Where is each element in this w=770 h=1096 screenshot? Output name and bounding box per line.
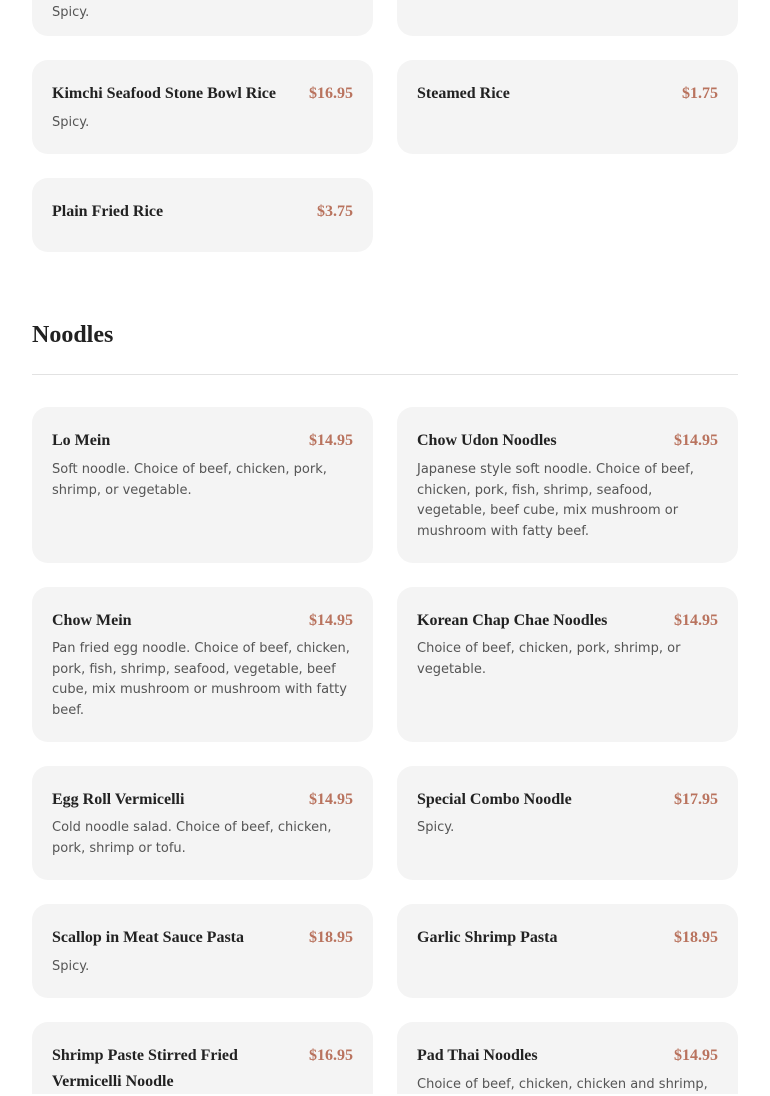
- menu-item-card[interactable]: [397, 766, 738, 880]
- item-name: Lo Mein: [52, 432, 111, 449]
- menu-item-card[interactable]: [32, 1022, 373, 1094]
- item-description: Cold noodle salad. Choice of beef, chicken, pork, shrimp or tofu.: [52, 820, 332, 856]
- item-description: Soft noodle. Choice of beef, chicken, pork, shrimp, or vegetable.: [52, 462, 327, 498]
- item-description: Pan fried egg noodle. Choice of beef, chicken, pork, fish, shrimp, seafood, vegetable, beef cube, mix mushroom or mushroom with fatty beef.: [52, 641, 350, 718]
- item-description: Choice of beef, chicken, chicken and shrimp,: [417, 1077, 708, 1092]
- menu-item-card[interactable]: [397, 587, 738, 742]
- section-title: Noodles: [32, 322, 114, 348]
- menu-item-card[interactable]: [397, 407, 738, 563]
- item-description: Japanese style soft noodle. Choice of beef, chicken, pork, fish, shrimp, seafood, vegetable, beef cube, mix mushroom or mushroom with fatty beef.: [417, 462, 694, 539]
- item-description: Spicy.: [52, 959, 90, 974]
- menu-item-card[interactable]: [397, 1022, 738, 1094]
- item-name: Shrimp Paste Stirred Fried Vermicelli Noodle: [52, 1047, 238, 1090]
- item-price: $1.75: [682, 85, 718, 102]
- item-description: Spicy.: [417, 820, 455, 835]
- item-name: Scallop in Meat Sauce Pasta: [52, 929, 244, 946]
- item-name: Garlic Shrimp Pasta: [417, 929, 558, 946]
- item-price: $14.95: [309, 791, 353, 808]
- item-name: Kimchi Seafood Stone Bowl Rice: [52, 85, 276, 102]
- item-price: $18.95: [674, 929, 718, 946]
- item-price: $16.95: [309, 85, 353, 102]
- item-price: $14.95: [674, 1047, 718, 1064]
- item-description: Spicy.: [52, 115, 90, 130]
- item-name: Steamed Rice: [417, 85, 510, 102]
- item-name: Plain Fried Rice: [52, 203, 164, 220]
- item-price: $16.95: [309, 1047, 353, 1064]
- item-price: $14.95: [309, 432, 353, 449]
- menu-item-card[interactable]: [32, 0, 373, 36]
- item-name: Special Combo Noodle: [417, 791, 572, 808]
- item-name: Pad Thai Noodles: [417, 1047, 538, 1064]
- menu-item-card[interactable]: [397, 60, 738, 154]
- menu-item-card[interactable]: [32, 766, 373, 880]
- item-price: $14.95: [674, 612, 718, 629]
- menu-item-card[interactable]: [397, 0, 738, 36]
- item-name: Chow Mein: [52, 612, 132, 629]
- item-description: Choice of beef, chicken, pork, shrimp, or vegetable.: [417, 641, 681, 677]
- item-price: $14.95: [674, 432, 718, 449]
- item-price: $17.95: [674, 791, 718, 808]
- menu-item-card[interactable]: [32, 60, 373, 154]
- item-name: Chow Udon Noodles: [417, 432, 557, 449]
- menu-item-card[interactable]: [32, 407, 373, 563]
- item-price: $18.95: [309, 929, 353, 946]
- item-name: Egg Roll Vermicelli: [52, 791, 185, 808]
- menu-item-card[interactable]: [397, 904, 738, 998]
- item-price: $14.95: [309, 612, 353, 629]
- section-divider: [32, 374, 738, 375]
- menu-item-card[interactable]: [32, 587, 373, 742]
- menu-item-card[interactable]: [32, 178, 373, 252]
- menu-item-card[interactable]: [32, 904, 373, 998]
- item-name: Korean Chap Chae Noodles: [417, 612, 608, 629]
- item-price: $3.75: [317, 203, 353, 220]
- item-description: Spicy.: [52, 5, 90, 20]
